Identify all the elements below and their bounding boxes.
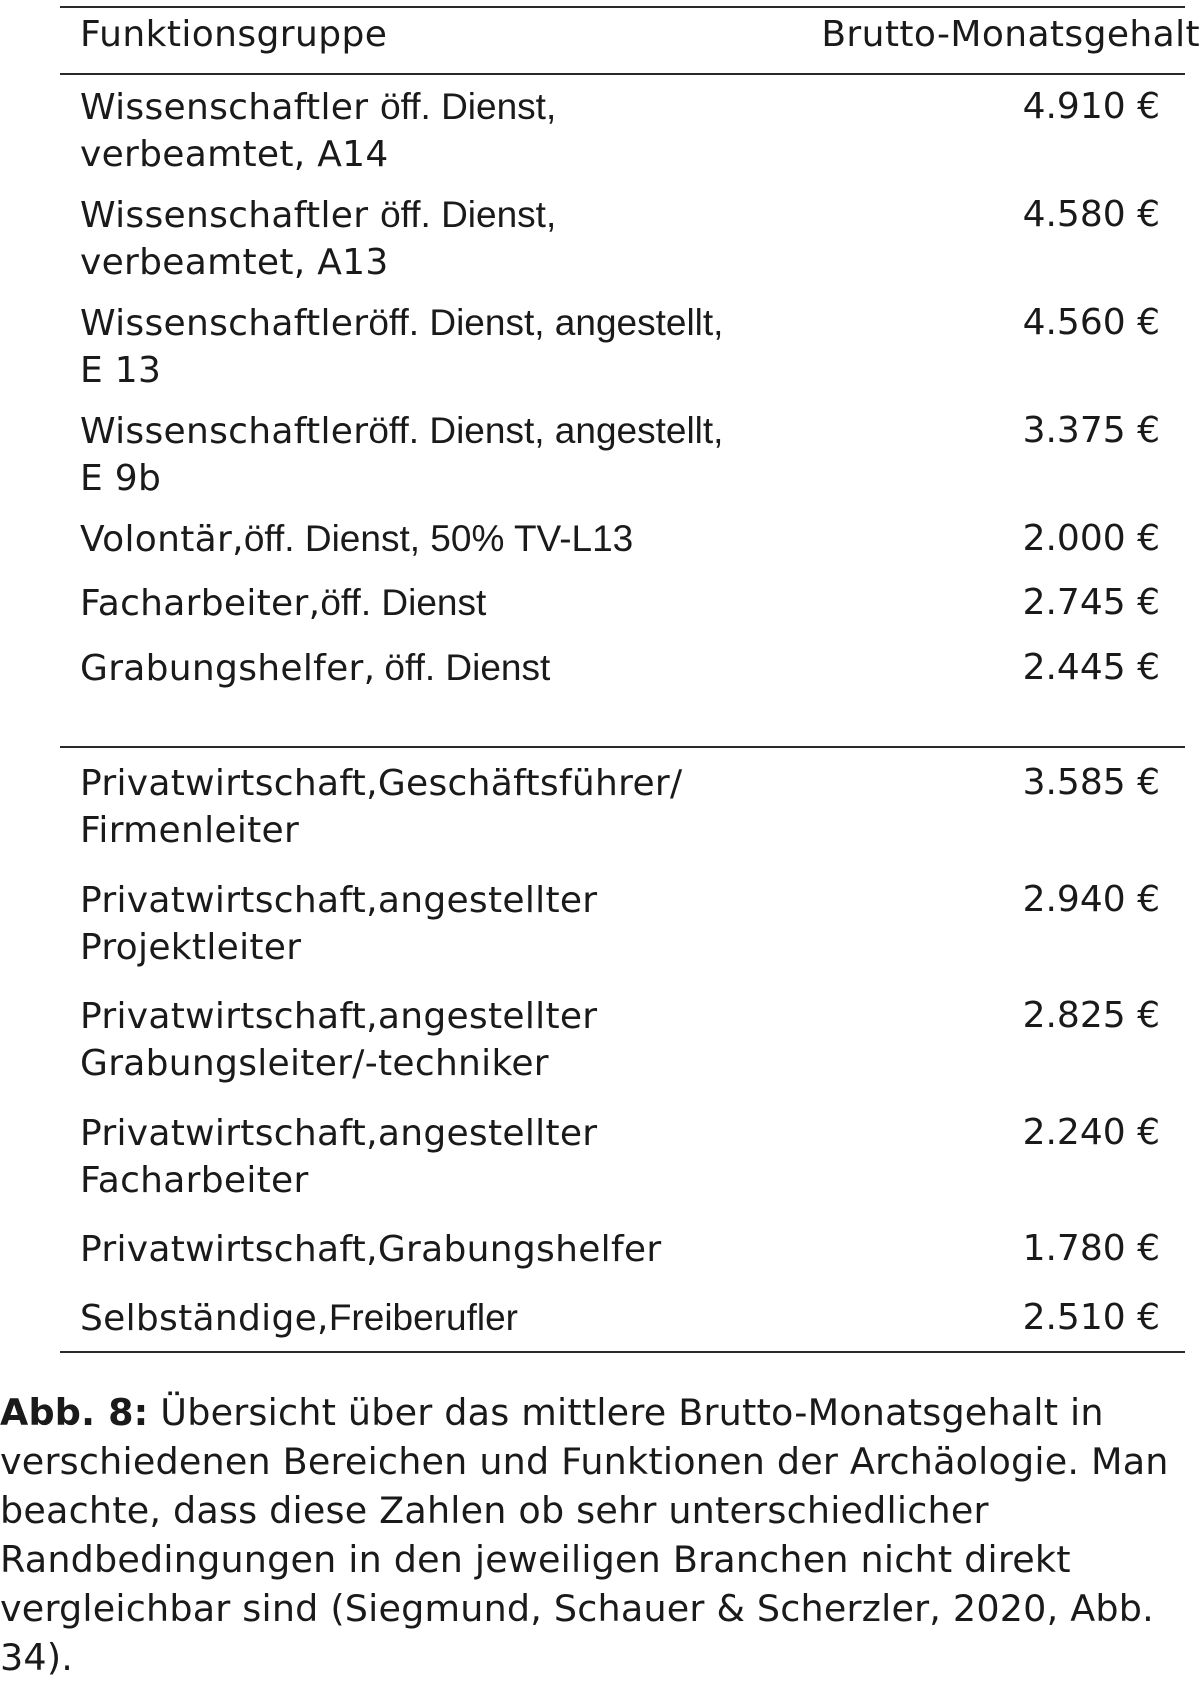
figure-caption xyxy=(0,1388,1195,1682)
row-value: 2.000 € xyxy=(1022,518,1160,559)
column-header-gross-salary: Brutto-Monatsgehalt xyxy=(821,14,1200,55)
row-label: Grabungshelfer, öff. Dienst xyxy=(80,647,551,689)
row-value: 2.445 € xyxy=(1022,647,1160,688)
row-value: 3.375 € xyxy=(1022,410,1160,451)
row-value: 4.560 € xyxy=(1022,302,1160,343)
row-label: Wissenschaftler öff. Dienst, verbeamtet, A13 xyxy=(80,194,557,283)
figure-label: Abb. 8: xyxy=(0,1391,149,1434)
row-label: Privatwirtschaft,Geschäftsführer/ Firmenleiter xyxy=(80,763,683,851)
row-label: Privatwirtschaft,Grabungshelfer xyxy=(80,1229,662,1270)
row-value: 3.585 € xyxy=(1022,762,1160,803)
row-value: 2.940 € xyxy=(1022,879,1160,920)
row-value: 2.825 € xyxy=(1022,995,1160,1036)
row-value: 2.510 € xyxy=(1022,1297,1160,1338)
row-value: 4.580 € xyxy=(1022,194,1160,235)
row-label: Selbständige,Freiberufler xyxy=(80,1297,518,1339)
row-label: Privatwirtschaft,angestellter Projektleiter xyxy=(80,880,598,968)
row-label: Privatwirtschaft,angestellter Facharbeiter xyxy=(80,1113,598,1201)
caption-text: Übersicht über das mittlere Brutto-Monatsgehalt in verschiedenen Bereichen und Funktionen der Archäologie. Man beachte, dass diese Zahlen ob sehr unterschiedlicher Randbedingungen in den jeweiligen Branchen nicht direkt vergleichbar sind (Siegmund, Schauer & Scherzler, 2020, Abb. 34). xyxy=(0,1391,1169,1679)
header-rule xyxy=(60,73,1185,75)
row-label: Volontär,öff. Dienst, 50% TV-L13 xyxy=(80,518,634,560)
row-label: Wissenschaftler öff. Dienst, verbeamtet, A14 xyxy=(80,86,557,175)
table-bottom-rule xyxy=(60,1351,1185,1353)
row-value: 1.780 € xyxy=(1022,1228,1160,1269)
row-label: Privatwirtschaft,angestellter Grabungsleiter/-techniker xyxy=(80,996,598,1084)
row-label: Wissenschaftleröff. Dienst, angestellt, E 13 xyxy=(80,302,724,391)
section-divider-rule xyxy=(60,746,1185,748)
table-top-rule xyxy=(60,6,1185,8)
row-value: 2.240 € xyxy=(1022,1112,1160,1153)
row-label: Wissenschaftleröff. Dienst, angestellt, E 9b xyxy=(80,410,724,499)
row-value: 4.910 € xyxy=(1022,86,1160,127)
column-header-function-group: Funktionsgruppe xyxy=(80,14,388,55)
row-value: 2.745 € xyxy=(1022,582,1160,623)
row-label: Facharbeiter,öff. Dienst xyxy=(80,582,487,624)
